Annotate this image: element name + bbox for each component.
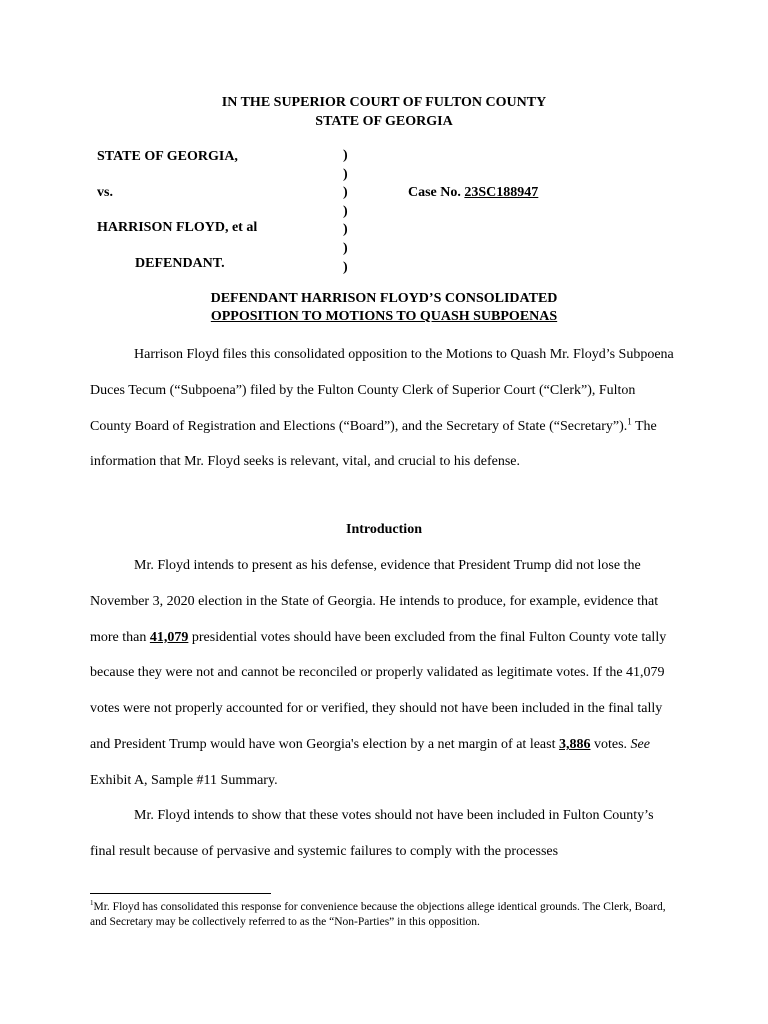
paragraph-text: Harrison Floyd files this consolidated opposition to the Motions to Quash Mr. Floyd’s Subpoena Duces Tecum (“Subpoena”) filed by the Fulton County Clerk of Superior Court (“Clerk”), Fulton County Board of Registration and Elections (“Board”), and the Secretary of State (“Secretary”). bbox=[90, 347, 674, 434]
case-number-block bbox=[408, 183, 538, 202]
footnote-mark: 1 bbox=[90, 899, 94, 908]
paren: ) bbox=[343, 259, 348, 275]
caption-vs: vs. bbox=[97, 185, 113, 200]
court-header bbox=[0, 93, 768, 131]
paren: ) bbox=[343, 185, 348, 201]
title-line-2: OPPOSITION TO MOTIONS TO QUASH SUBPOENAS bbox=[210, 309, 558, 324]
vote-count-highlight: 41,079 bbox=[149, 629, 189, 645]
footnote-text: Mr. Floyd has consolidated this response for convenience because the objections allege identical grounds. The Clerk, Board, and Secretary may be collectively referred to as the “Non-Parties” in this opposition. bbox=[90, 901, 666, 928]
paragraph-text: presidential votes should have been excluded from the final Fulton County vote tally because they were not and cannot be reconciled or properly validated as legitimate votes. If the 41,079 votes were not properly accounted for or verified, they should not have been included in the final tally and President Trump would have won Georgia's election by a net margin of at least bbox=[90, 629, 667, 752]
paren: ) bbox=[343, 166, 348, 182]
paren: ) bbox=[343, 240, 348, 256]
paragraph-3 bbox=[90, 798, 678, 870]
case-label: Case No. bbox=[408, 185, 461, 200]
court-name: IN THE SUPERIOR COURT OF FULTON COUNTY bbox=[221, 95, 547, 110]
footnote bbox=[90, 900, 680, 930]
paragraph-1 bbox=[90, 337, 678, 480]
caption-parentheses bbox=[343, 147, 355, 277]
paren: ) bbox=[343, 148, 348, 163]
paragraph-text: Mr. Floyd intends to show that these votes should not have been included in Fulton County’s final result because of pervasive and systemic failures to comply with the processes bbox=[90, 808, 654, 859]
paragraph-text: votes. bbox=[590, 736, 631, 752]
title-line-1: DEFENDANT HARRISON FLOYD’S CONSOLIDATED bbox=[210, 291, 558, 306]
document-title bbox=[0, 290, 768, 326]
footnote-reference: 1 bbox=[627, 415, 632, 426]
caption-plaintiff: STATE OF GEORGIA, bbox=[97, 149, 238, 164]
court-state: STATE OF GEORGIA bbox=[315, 114, 453, 129]
section-heading-introduction: Introduction bbox=[346, 522, 422, 537]
paragraph-2 bbox=[90, 548, 678, 799]
caption-defendant-name: HARRISON FLOYD, et al bbox=[97, 220, 258, 235]
caption-defendant-label: DEFENDANT. bbox=[135, 256, 225, 271]
paragraph-text: Mr. Floyd intends to present as his defense, evidence that President Trump did not lose the November 3, 2020 election in the State of Georgia. He intends to produce, for example, evidence that more than bbox=[90, 558, 659, 645]
paren: ) bbox=[343, 203, 348, 219]
case-number: 23SC188947 bbox=[464, 185, 539, 200]
paragraph-text: Exhibit A, Sample #11 Summary. bbox=[90, 772, 278, 788]
margin-highlight: 3,886 bbox=[558, 736, 591, 752]
paren: ) bbox=[343, 222, 348, 238]
paragraph-text: The information that Mr. Floyd seeks is relevant, vital, and crucial to his defense. bbox=[90, 418, 657, 470]
citation-signal: See bbox=[630, 736, 650, 752]
footnote-divider bbox=[90, 893, 271, 894]
